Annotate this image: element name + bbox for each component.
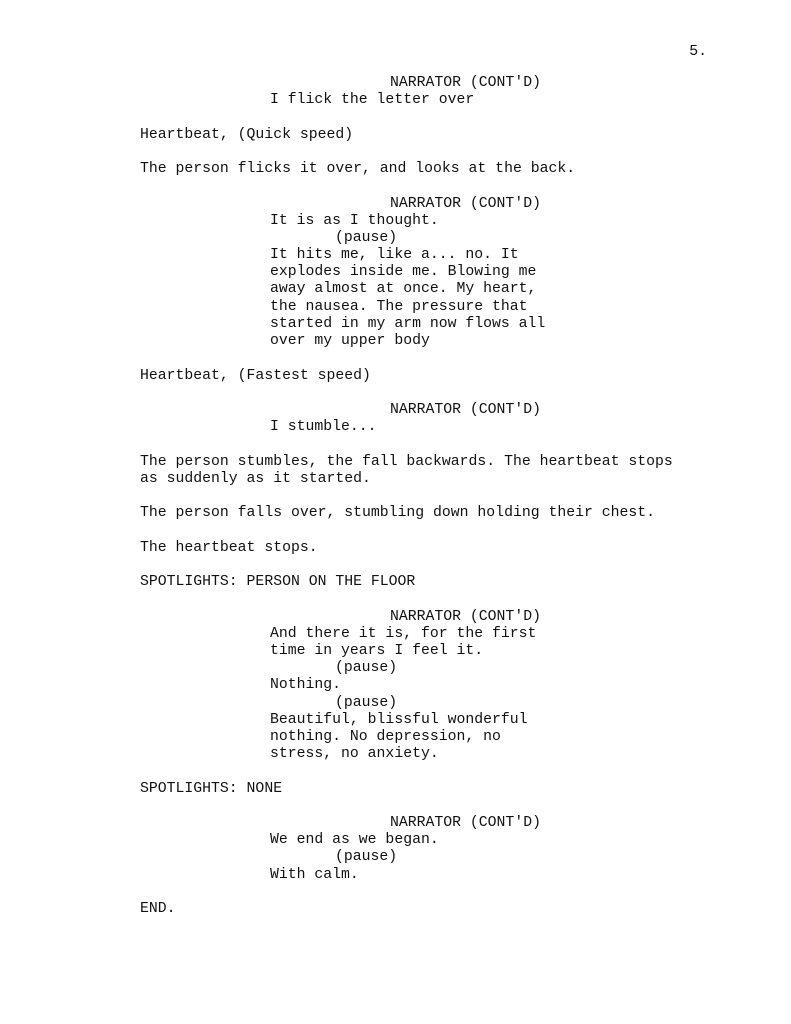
dialogue-line: It is as I thought. [270,213,439,229]
scene-spotlights-heading: SPOTLIGHTS: NONE [140,781,283,797]
action-line: The heartbeat stops. [140,540,318,556]
character-cue: NARRATOR (CONT'D) [390,402,541,418]
character-cue: NARRATOR (CONT'D) [390,815,541,831]
action-line: Heartbeat, (Fastest speed) [140,368,371,384]
parenthetical: (pause) [335,660,398,676]
end-marker: END. [140,901,176,917]
parenthetical: (pause) [335,695,398,711]
dialogue-line: And there it is, for the first time in years I feel it. [270,626,537,660]
action-line: The person falls over, stumbling down holding their chest. [140,505,656,521]
scene-spotlights-heading: SPOTLIGHTS: PERSON ON THE FLOOR [140,574,416,590]
action-line: Heartbeat, (Quick speed) [140,127,354,143]
parenthetical: (pause) [335,230,398,246]
dialogue-line: I flick the letter over [270,92,475,108]
dialogue-line: It hits me, like a... no. It explodes inside me. Blowing me away almost at once. My heart, the nausea. The pressure that started in my arm now flows all over my upper body [270,247,546,350]
character-cue: NARRATOR (CONT'D) [390,75,541,91]
character-cue: NARRATOR (CONT'D) [390,609,541,625]
dialogue-line: I stumble... [270,419,377,435]
dialogue-line: Beautiful, blissful wonderful nothing. No depression, no stress, no anxiety. [270,712,528,763]
dialogue-line: With calm. [270,867,359,883]
character-cue: NARRATOR (CONT'D) [390,196,541,212]
dialogue-line: Nothing. [270,677,342,693]
dialogue-line: We end as we began. [270,832,439,848]
page-number: 5. [689,44,707,60]
action-line: The person stumbles, the fall backwards. The heartbeat stops as suddenly as it started. [140,454,673,488]
action-line: The person flicks it over, and looks at the back. [140,161,576,177]
parenthetical: (pause) [335,849,398,865]
